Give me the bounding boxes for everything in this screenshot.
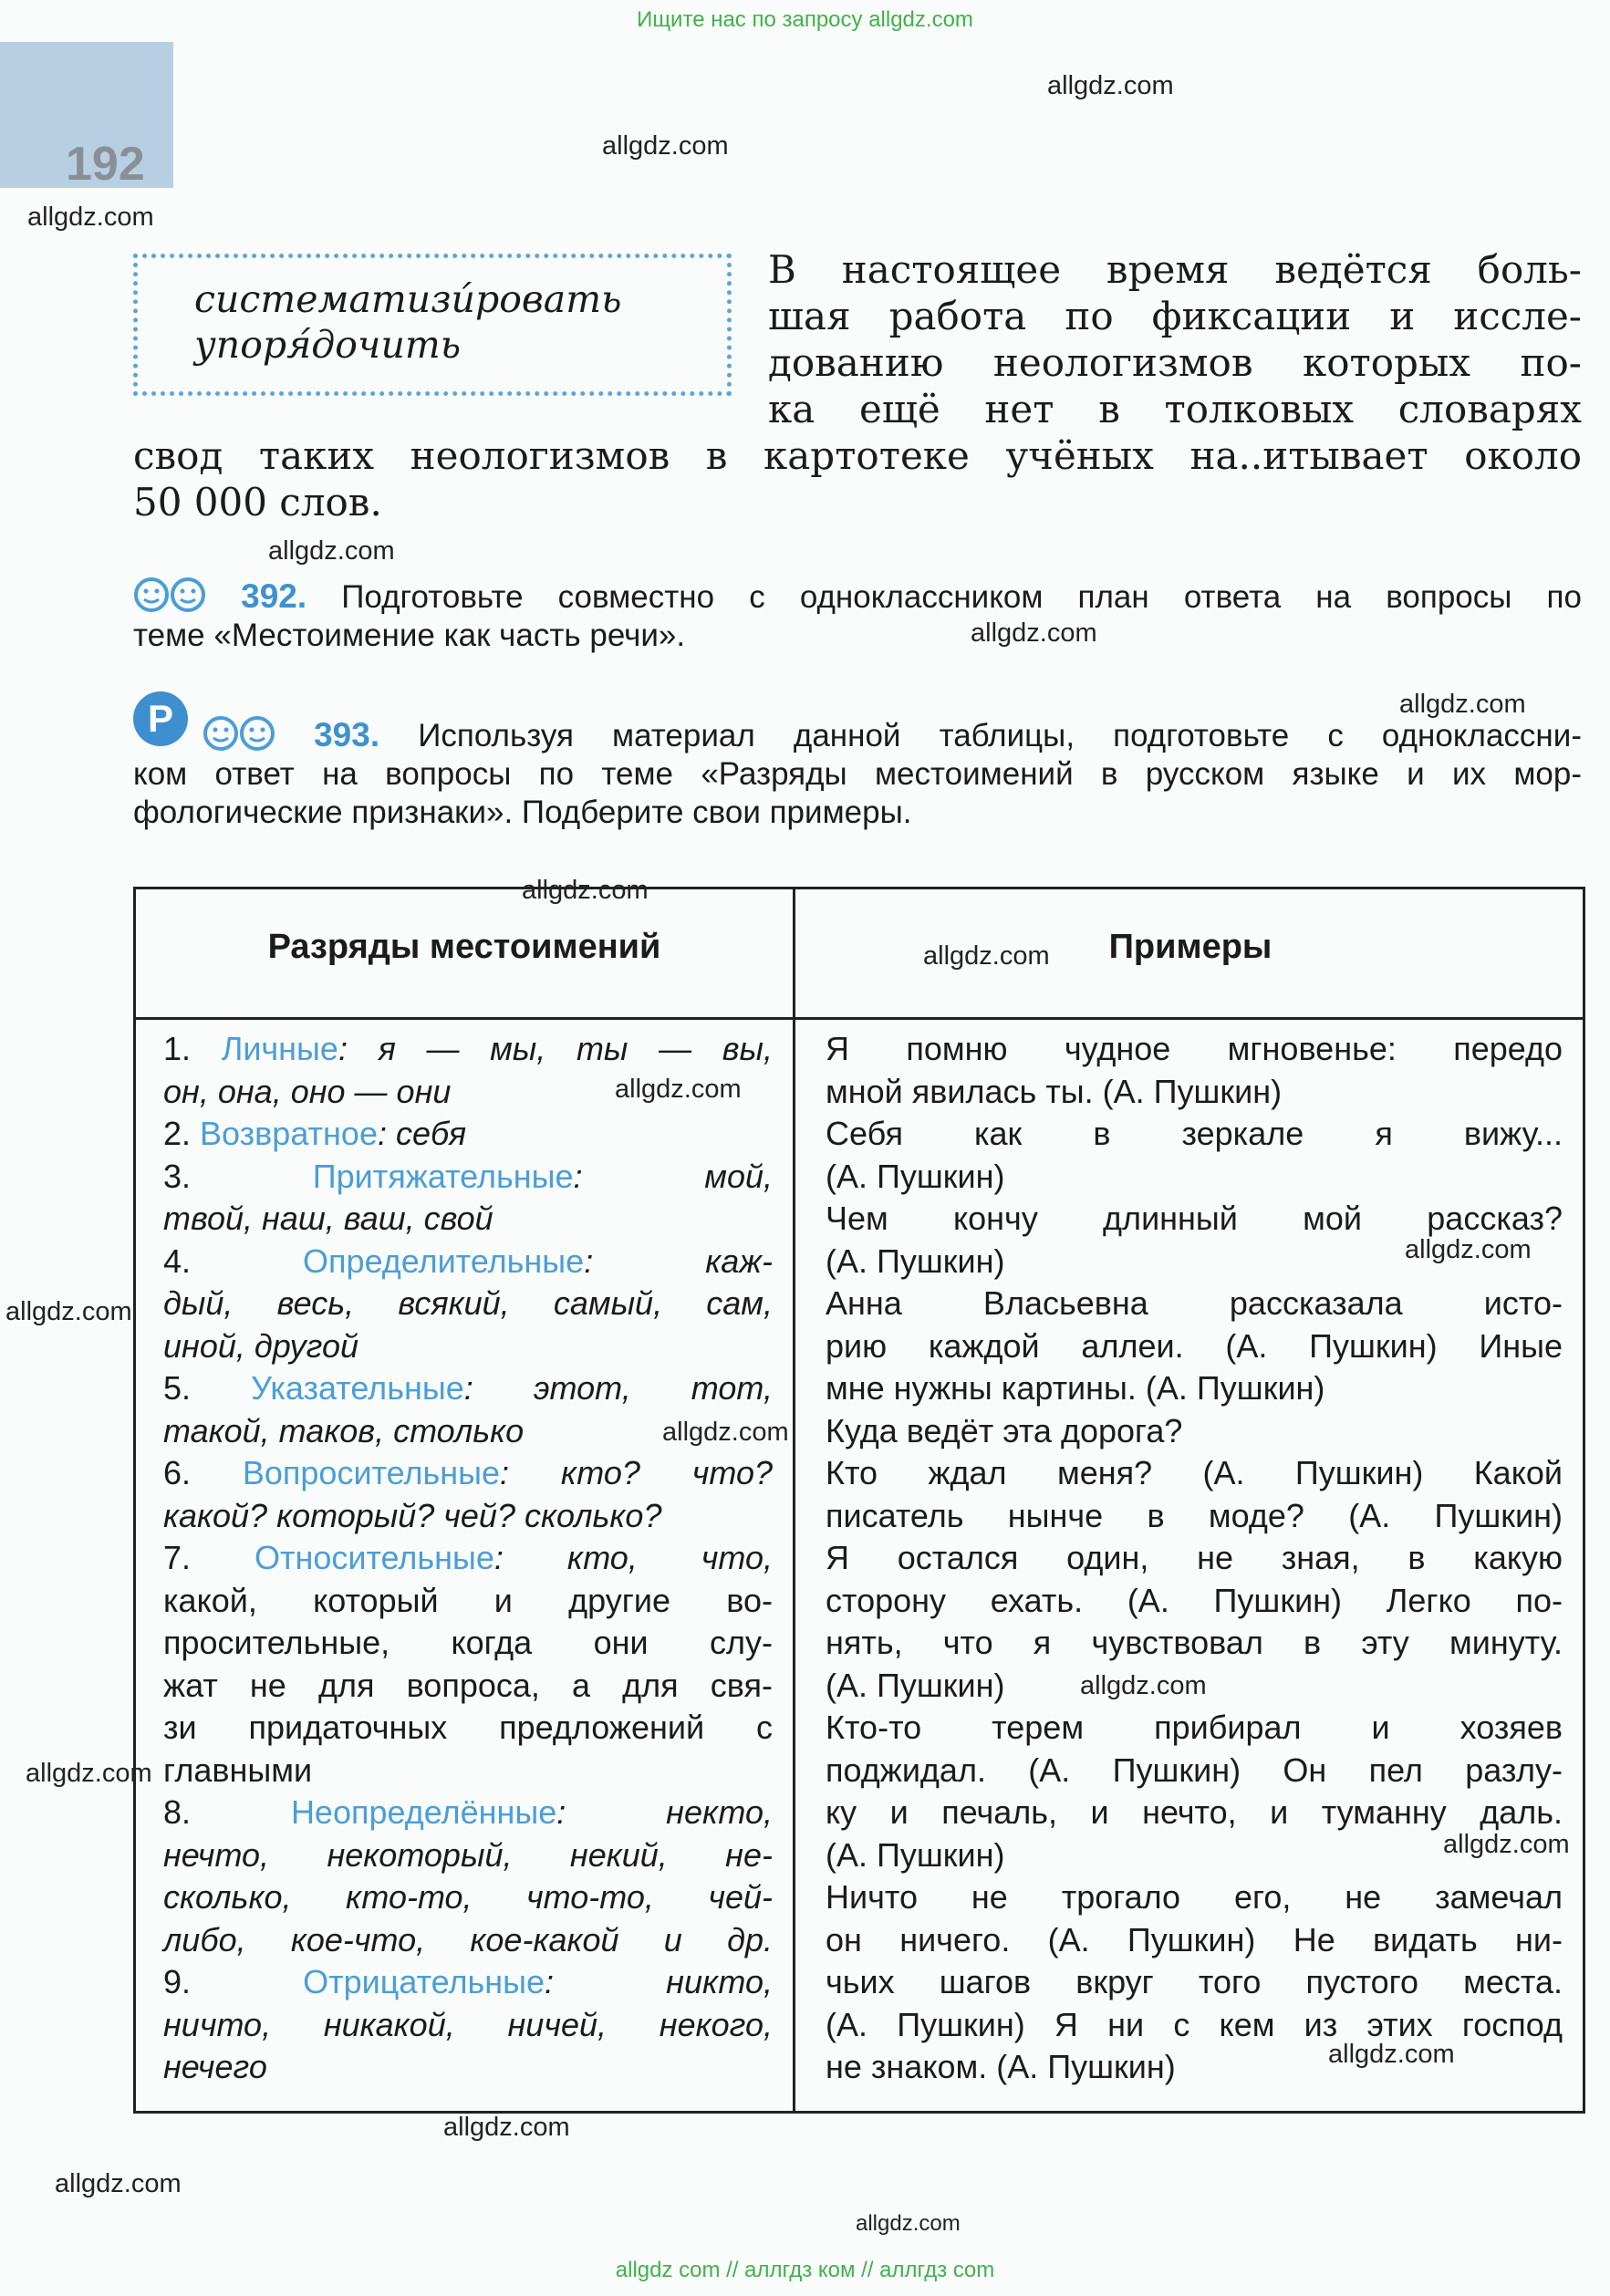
categories-column: [163, 1028, 773, 2089]
vocabulary-box: [133, 254, 732, 396]
example-line: поджидал. (А. Пушкин) Он пел разлу-: [826, 1751, 1563, 1789]
intro-line: В настоящее время ведётся боль-: [768, 247, 1582, 292]
example-line: (А. Пушкин): [826, 1242, 1005, 1280]
header-right: Примеры: [1108, 928, 1272, 966]
category-row: 3. Притяжательные: мой,: [163, 1157, 773, 1195]
example-line: нять, что я чувствовал в эту минуту.: [826, 1624, 1563, 1661]
category-row: 9. Отрицательные: никто,: [163, 1963, 773, 2000]
watermark: allgdz.com: [971, 618, 1097, 648]
pair-work-icon: [170, 577, 206, 613]
example-line: он ничего. (А. Пушкин) Не видать ни-: [826, 1920, 1563, 1958]
example-line: Я остался один, не зная, в какую: [826, 1539, 1563, 1576]
table-line: сколько, кто-то, что-то, чей-: [163, 1878, 773, 1916]
table-line: такой, таков, столько: [163, 1411, 525, 1449]
watermark: allgdz.com: [5, 1297, 132, 1326]
example-line: ку и печаль, и нечто, и туманну даль.: [826, 1793, 1563, 1831]
example-line: (А. Пушкин): [826, 1835, 1005, 1874]
table-header: [136, 889, 1583, 1020]
watermark: allgdz.com: [923, 941, 1050, 971]
table-line: какой? который? чей? сколько?: [163, 1496, 662, 1534]
example-line: (А. Пушкин): [826, 1157, 1005, 1195]
table-line: иной, другой: [163, 1326, 358, 1365]
watermark: allgdz.com: [55, 2169, 182, 2198]
watermark: allgdz.com: [522, 876, 649, 905]
watermark: allgdz.com: [1047, 71, 1174, 100]
task-393-line: [203, 715, 1582, 755]
category-row: 1. Личные: я — мы, ты — вы,: [163, 1030, 773, 1067]
watermark: allgdz.com: [602, 131, 729, 161]
task-text: Используя материал данной таблицы, подготовьте с одноклассни-: [418, 718, 1582, 753]
intro-line: дованию неологизмов которых по-: [768, 340, 1582, 385]
example-line: Куда ведёт эта дорога?: [826, 1411, 1183, 1449]
intro-line: ка ещё нет в толковых словарях: [768, 387, 1582, 431]
example-line: Анна Власьевна рассказала исто-: [826, 1284, 1563, 1322]
example-line: Я помню чудное мгновенье: передо: [826, 1030, 1563, 1067]
table-line: ничто, никакой, ничей, некого,: [163, 2005, 773, 2043]
watermark: allgdz.com: [856, 2211, 961, 2236]
watermark: allgdz.com: [27, 203, 154, 232]
task-392-line: теме «Местоимение как часть речи».: [133, 618, 686, 653]
page-number: 192: [66, 138, 145, 191]
category-row: 2. Возвратное: себя: [163, 1115, 467, 1152]
task-number: 392.: [241, 577, 307, 615]
example-line: писатель нынче в моде? (А. Пушкин): [826, 1496, 1563, 1534]
vocab-word: систематизи́ровать: [194, 277, 622, 321]
watermark: allgdz.com: [1328, 2040, 1455, 2069]
watermark: allgdz.com: [268, 536, 395, 566]
task-392-line: [133, 577, 1582, 617]
example-line: Кто-то терем прибирал и хозяев: [826, 1709, 1563, 1746]
table-line: какой, который и другие во-: [163, 1581, 773, 1619]
table-line: либо, кое-что, кое-какой и др.: [163, 1920, 773, 1958]
watermark: allgdz.com: [1443, 1830, 1570, 1859]
task-number: 393.: [314, 716, 380, 753]
example-line: Ничто не трогало его, не замечал: [826, 1878, 1563, 1916]
pair-work-icon: [203, 715, 239, 752]
task-393-line: фологические признаки». Подберите свои примеры.: [133, 795, 912, 830]
watermark: allgdz.com: [615, 1075, 742, 1104]
example-line: Кто ждал меня? (А. Пушкин) Какой: [826, 1454, 1563, 1491]
watermark: allgdz.com: [1399, 690, 1526, 719]
example-line: Себя как в зеркале я вижу...: [826, 1115, 1563, 1152]
table-line: жат не для вопроса, а для свя-: [163, 1666, 773, 1704]
examples-column: [826, 1028, 1563, 2089]
example-line: сторону ехать. (А. Пушкин) Легко по-: [826, 1581, 1563, 1619]
watermark: allgdz.com: [1080, 1671, 1207, 1700]
example-line: Чем кончу длинный мой рассказ?: [826, 1200, 1563, 1237]
vocab-word: упоря́дочить: [194, 323, 462, 367]
watermark: allgdz.com: [26, 1759, 152, 1788]
task-392: [133, 577, 1582, 655]
example-line: не знаком. (А. Пушкин): [826, 2048, 1176, 2085]
table-line: нечто, некоторый, некий, не-: [163, 1835, 773, 1874]
header-left: Разряды местоимений: [267, 928, 661, 966]
category-row: 5. Указательные: этот, тот,: [163, 1369, 773, 1407]
watermark: allgdz.com: [1405, 1235, 1532, 1264]
category-row: 4. Определительные: каж-: [163, 1242, 773, 1280]
top-banner: Ищите нас по запросу allgdz.com: [637, 7, 973, 32]
example-line: мне нужны картины. (А. Пушкин): [826, 1369, 1325, 1407]
watermark: allgdz.com: [662, 1418, 789, 1447]
example-line: (А. Пушкин): [826, 1666, 1005, 1704]
table-line: нечего: [163, 2048, 267, 2085]
table-line: дый, весь, всякий, самый, сам,: [163, 1284, 773, 1322]
intro-line: 50 000 слов.: [133, 480, 382, 525]
task-393-line: ком ответ на вопросы по теме «Разряды местоимений в русском языке и их мор-: [133, 756, 1582, 792]
category-row: 7. Относительные: кто, что,: [163, 1539, 773, 1576]
p-badge: Р: [133, 691, 188, 746]
intro-line: шая работа по фиксации и иссле-: [768, 294, 1582, 338]
category-row: 8. Неопределённые: некто,: [163, 1793, 773, 1831]
example-line: чьих шагов вкруг того пустого места.: [826, 1963, 1563, 2000]
watermark: allgdz.com: [443, 2113, 570, 2142]
example-line: мной явилась ты. (А. Пушкин): [826, 1072, 1283, 1110]
pronoun-table: [133, 887, 1585, 2114]
table-line: зи придаточных предложений с: [163, 1709, 773, 1746]
intro-line: свод таких неологизмов в картотеке учёных на..итывает около: [133, 433, 1582, 478]
table-line: главными: [163, 1751, 313, 1789]
table-line: он, она, оно — они: [163, 1072, 452, 1110]
category-row: 6. Вопросительные: кто? что?: [163, 1454, 773, 1491]
bottom-banner: allgdz com // аллгдз ком // аллгдз com: [615, 2258, 995, 2282]
table-line: просительные, когда они слу-: [163, 1624, 773, 1661]
table-line: твой, наш, ваш, свой: [163, 1200, 493, 1237]
pair-work-icon: [239, 715, 275, 752]
column-divider: [793, 889, 795, 2111]
pair-work-icon: [133, 577, 170, 613]
example-line: рию каждой аллеи. (А. Пушкин) Иные: [826, 1326, 1563, 1365]
example-line: (А. Пушкин) Я ни с кем из этих господ: [826, 2005, 1563, 2043]
task-text: Подготовьте совместно с одноклассником план ответа на вопросы по: [341, 579, 1582, 615]
